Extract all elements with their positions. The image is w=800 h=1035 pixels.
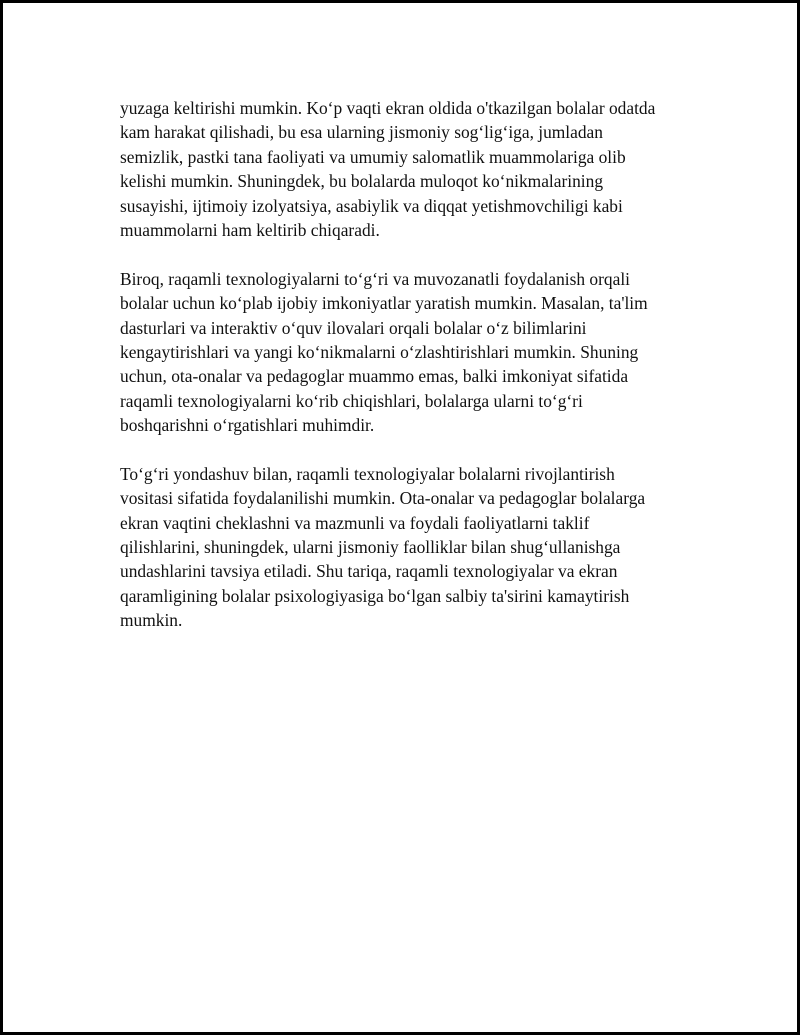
text-line: qaramligining bolalar psixologiyasiga bo‘lgan salbiy ta'sirini kamaytirish	[120, 585, 630, 606]
paragraph-spacer	[120, 437, 700, 461]
text-line: To‘g‘ri yondashuv bilan, raqamli texnologiyalar bolalarni rivojlantirish	[120, 463, 615, 484]
text-line: ekran vaqtini cheklashni va mazmunli va foydali faoliyatlarni taklif	[120, 512, 590, 533]
document-body	[120, 96, 700, 633]
text-line: undashlarini tavsiya etiladi. Shu tariqa, raqamli texnologiyalar va ekran	[120, 561, 618, 582]
text-line: muammolarni ham keltirib chiqaradi.	[120, 219, 380, 240]
text-line: bolalar uchun ko‘plab ijobiy imkoniyatlar yaratish mumkin. Masalan, ta'lim	[120, 293, 648, 314]
text-line: Biroq, raqamli texnologiyalarni to‘g‘ri va muvozanatli foydalanish orqali	[120, 268, 630, 289]
text-line: yuzaga keltirishi mumkin. Ko‘p vaqti ekran oldida o'tkazilgan bolalar odatda	[120, 98, 656, 118]
text-line: boshqarishni o‘rgatishlari muhimdir.	[120, 415, 375, 436]
text-line: kelishi mumkin. Shuningdek, bu bolalarda muloqot ko‘nikmalarining	[120, 171, 604, 192]
paragraph-1	[120, 96, 700, 242]
text-line: dasturlari va interaktiv o‘quv ilovalari orqali bolalar o‘z bilimlarini	[120, 317, 587, 338]
paragraph-2	[120, 267, 700, 438]
text-line: semizlik, pastki tana faoliyati va umumiy salomatlik muammolariga olib	[120, 146, 626, 167]
paragraph-3	[120, 462, 700, 633]
text-line: susayishi, ijtimoiy izolyatsiya, asabiylik va diqqat yetishmovchiligi kabi	[120, 195, 623, 216]
text-line: raqamli texnologiyalarni ko‘rib chiqishlari, bolalarga ularni to‘g‘ri	[120, 390, 583, 411]
paragraph-spacer	[120, 242, 700, 266]
text-line: kengaytirishlari va yangi ko‘nikmalarni o‘zlashtirishlari mumkin. Shuning	[120, 341, 639, 362]
text-line: uchun, ota-onalar va pedagoglar muammo emas, balki imkoniyat sifatida	[120, 366, 629, 387]
text-line: vositasi sifatida foydalanilishi mumkin. Ota-onalar va pedagoglar bolalarga	[120, 488, 646, 509]
text-line: kam harakat qilishadi, bu esa ularning jismoniy sog‘lig‘iga, jumladan	[120, 122, 603, 143]
text-line: qilishlarini, shuningdek, ularni jismoniy faolliklar bilan shug‘ullanishga	[120, 537, 621, 558]
text-line: mumkin.	[120, 610, 183, 631]
